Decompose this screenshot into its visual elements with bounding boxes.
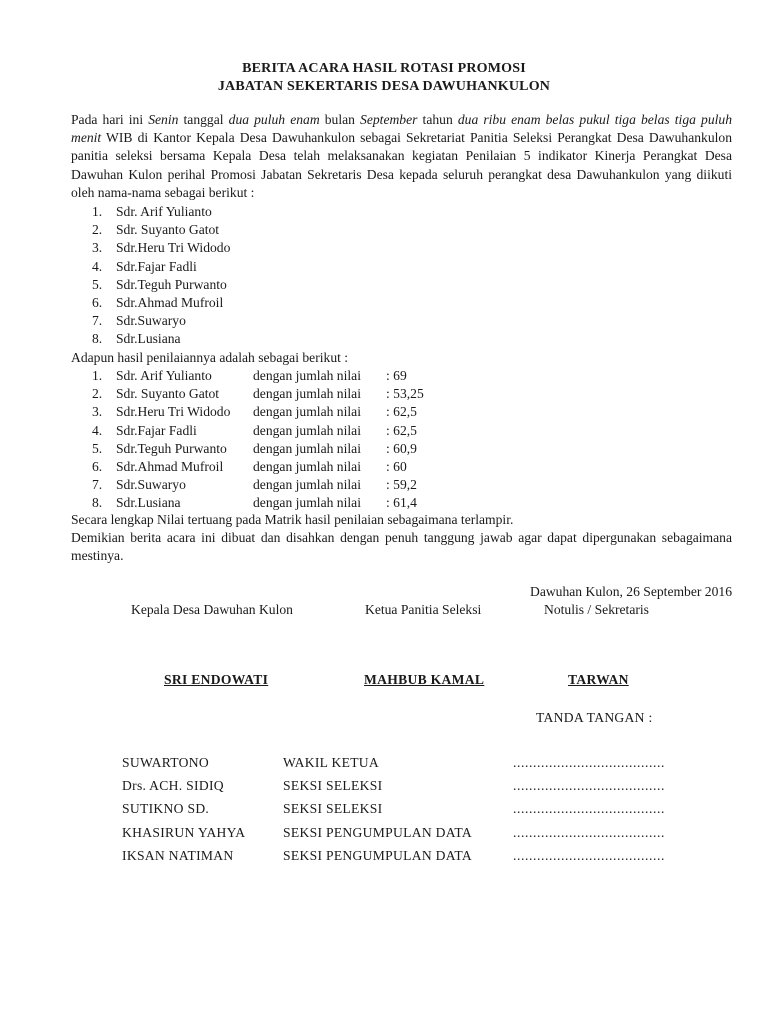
item-number: 1.: [92, 204, 103, 219]
member-position: WAKIL KETUA: [283, 755, 380, 770]
participant-name: Sdr.Teguh Purwanto: [116, 276, 227, 292]
result-name: Sdr.Fajar Fadli: [116, 422, 197, 438]
intro-month: September: [360, 112, 418, 127]
item-number: 5.: [92, 276, 103, 292]
list-item: [92, 203, 230, 221]
item-number: 3.: [92, 240, 103, 256]
result-row: [92, 494, 417, 512]
item-number: 6.: [92, 458, 103, 474]
participant-name: Sdr.Lusiana: [116, 331, 181, 347]
result-label: dengan jumlah nilai: [253, 368, 361, 383]
intro-text-2: tanggal: [178, 112, 229, 127]
signature-line: ......................................: [513, 847, 665, 863]
intro-text-3: bulan: [319, 112, 361, 127]
result-name: Sdr.Suwaryo: [116, 477, 186, 493]
member-position: SEKSI PENGUMPULAN DATA: [283, 824, 473, 840]
result-value: : 61,4: [386, 495, 417, 511]
result-label: dengan jumlah nilai: [253, 422, 361, 438]
result-row: [92, 476, 417, 494]
result-value: : 53,25: [386, 386, 424, 402]
result-label: dengan jumlah nilai: [253, 404, 361, 420]
member-position: SEKSI SELEKSI: [283, 801, 383, 817]
list-item: [92, 239, 230, 257]
item-number: 2.: [92, 386, 103, 402]
member-name: SUWARTONO: [122, 755, 209, 770]
results-intro: Adapun hasil penilaiannya adalah sebagai berikut :: [71, 350, 349, 365]
item-number: 7.: [92, 313, 103, 329]
result-label: dengan jumlah nilai: [253, 386, 361, 402]
list-item: [92, 221, 230, 239]
result-label: dengan jumlah nilai: [253, 495, 361, 511]
result-name: Sdr.Ahmad Mufroil: [116, 458, 224, 474]
participant-name: Sdr. Arif Yulianto: [116, 204, 212, 219]
member-name: Drs. ACH. SIDIQ: [122, 778, 224, 794]
item-number: 2.: [92, 222, 103, 238]
signature-line: ......................................: [513, 801, 665, 817]
item-number: 1.: [92, 368, 103, 383]
result-name: Sdr.Heru Tri Widodo: [116, 404, 231, 420]
role-ketua-panitia: Ketua Panitia Seleksi: [365, 602, 482, 617]
intro-text-4: tahun: [417, 112, 458, 127]
item-number: 8.: [92, 495, 103, 511]
signer-ketua-panitia: MAHBUB KAMAL: [364, 672, 485, 687]
intro-date: dua puluh enam: [228, 112, 320, 127]
place-date: Dawuhan Kulon, 26 September 2016: [530, 584, 732, 599]
result-value: : 60: [386, 458, 407, 474]
intro-year-time: dua ribu enam belas pukul tiga belas tiga puluh menit: [71, 112, 732, 146]
item-number: 4.: [92, 258, 103, 274]
list-item: [92, 330, 230, 348]
list-item: [92, 312, 230, 330]
result-row: [92, 367, 407, 385]
result-name: Sdr.Lusiana: [116, 495, 181, 511]
item-number: 3.: [92, 404, 103, 420]
tanda-tangan-label: TANDA TANGAN :: [536, 710, 653, 725]
matrix-note: Secara lengkap Nilai tertuang pada Matrik hasil penilaian sebagaimana terlampir.: [71, 512, 514, 527]
result-label: dengan jumlah nilai: [253, 477, 361, 493]
result-row: [92, 440, 417, 458]
participant-name: Sdr. Suyanto Gatot: [116, 222, 220, 238]
intro-paragraph: [71, 111, 732, 202]
participant-list: [92, 203, 230, 349]
participant-name: Sdr.Heru Tri Widodo: [116, 240, 231, 256]
result-name: Sdr.Teguh Purwanto: [116, 440, 227, 456]
result-value: : 59,2: [386, 477, 417, 493]
intro-day: Senin: [148, 112, 179, 127]
result-name: Sdr. Suyanto Gatot: [116, 386, 220, 402]
signature-line: ......................................: [513, 755, 665, 770]
result-value: : 62,5: [386, 404, 417, 420]
result-row: [92, 458, 407, 476]
role-kepala-desa: Kepala Desa Dawuhan Kulon: [131, 602, 293, 617]
member-position: SEKSI SELEKSI: [283, 778, 383, 794]
list-item: [92, 294, 230, 312]
results-list: [92, 367, 424, 513]
signer-kepala-desa: SRI ENDOWATI: [164, 672, 269, 687]
member-name: SUTIKNO SD.: [122, 801, 210, 817]
result-name: Sdr. Arif Yulianto: [116, 368, 212, 383]
participant-name: Sdr.Fajar Fadli: [116, 258, 197, 274]
item-number: 5.: [92, 440, 103, 456]
item-number: 8.: [92, 331, 103, 347]
item-number: 7.: [92, 477, 103, 493]
signature-line: ......................................: [513, 778, 665, 794]
document-title-line1: BERITA ACARA HASIL ROTASI PROMOSI: [242, 61, 526, 76]
item-number: 6.: [92, 294, 103, 310]
member-name: KHASIRUN YAHYA: [122, 824, 246, 840]
member-position: SEKSI PENGUMPULAN DATA: [283, 847, 473, 863]
signer-notulis: TARWAN: [568, 672, 629, 687]
result-row: [92, 403, 417, 421]
result-row: [92, 385, 424, 403]
intro-text-1: Pada hari ini: [71, 112, 149, 127]
participant-name: Sdr.Suwaryo: [116, 313, 186, 329]
item-number: 4.: [92, 422, 103, 438]
document-title-line2: JABATAN SEKERTARIS DESA DAWUHANKULON: [217, 79, 551, 94]
role-notulis: Notulis / Sekretaris: [544, 602, 649, 617]
result-label: dengan jumlah nilai: [253, 440, 361, 456]
result-value: : 69: [386, 368, 407, 383]
intro-text-5: WIB di Kantor Kepala Desa Dawuhankulon sebagai Sekretariat Panitia Seleksi Perangkat Desa Dawuhankulon panitia seleksi bersama Kepala Desa telah melaksanakan kegiatan Penilaian 5 indikator Kinerja Perangkat Desa Dawuhan Kulon perihal Promosi Jabatan Sekretaris Desa kepada seluruh perangkat desa Dawuhankulon yang diikuti oleh nama-nama sebagai berikut :: [71, 130, 732, 200]
signature-line: ......................................: [513, 824, 665, 840]
list-item: [92, 276, 230, 294]
participant-name: Sdr.Ahmad Mufroil: [116, 294, 224, 310]
result-value: : 60,9: [386, 440, 417, 456]
member-name: IKSAN NATIMAN: [122, 847, 234, 863]
result-value: : 62,5: [386, 422, 417, 438]
result-label: dengan jumlah nilai: [253, 458, 361, 474]
closing-paragraph: Demikian berita acara ini dibuat dan disahkan dengan penuh tanggung jawab agar dapat dipergunakan sebagaimana mestinya.: [71, 530, 732, 564]
result-row: [92, 422, 417, 440]
list-item: [92, 258, 230, 276]
